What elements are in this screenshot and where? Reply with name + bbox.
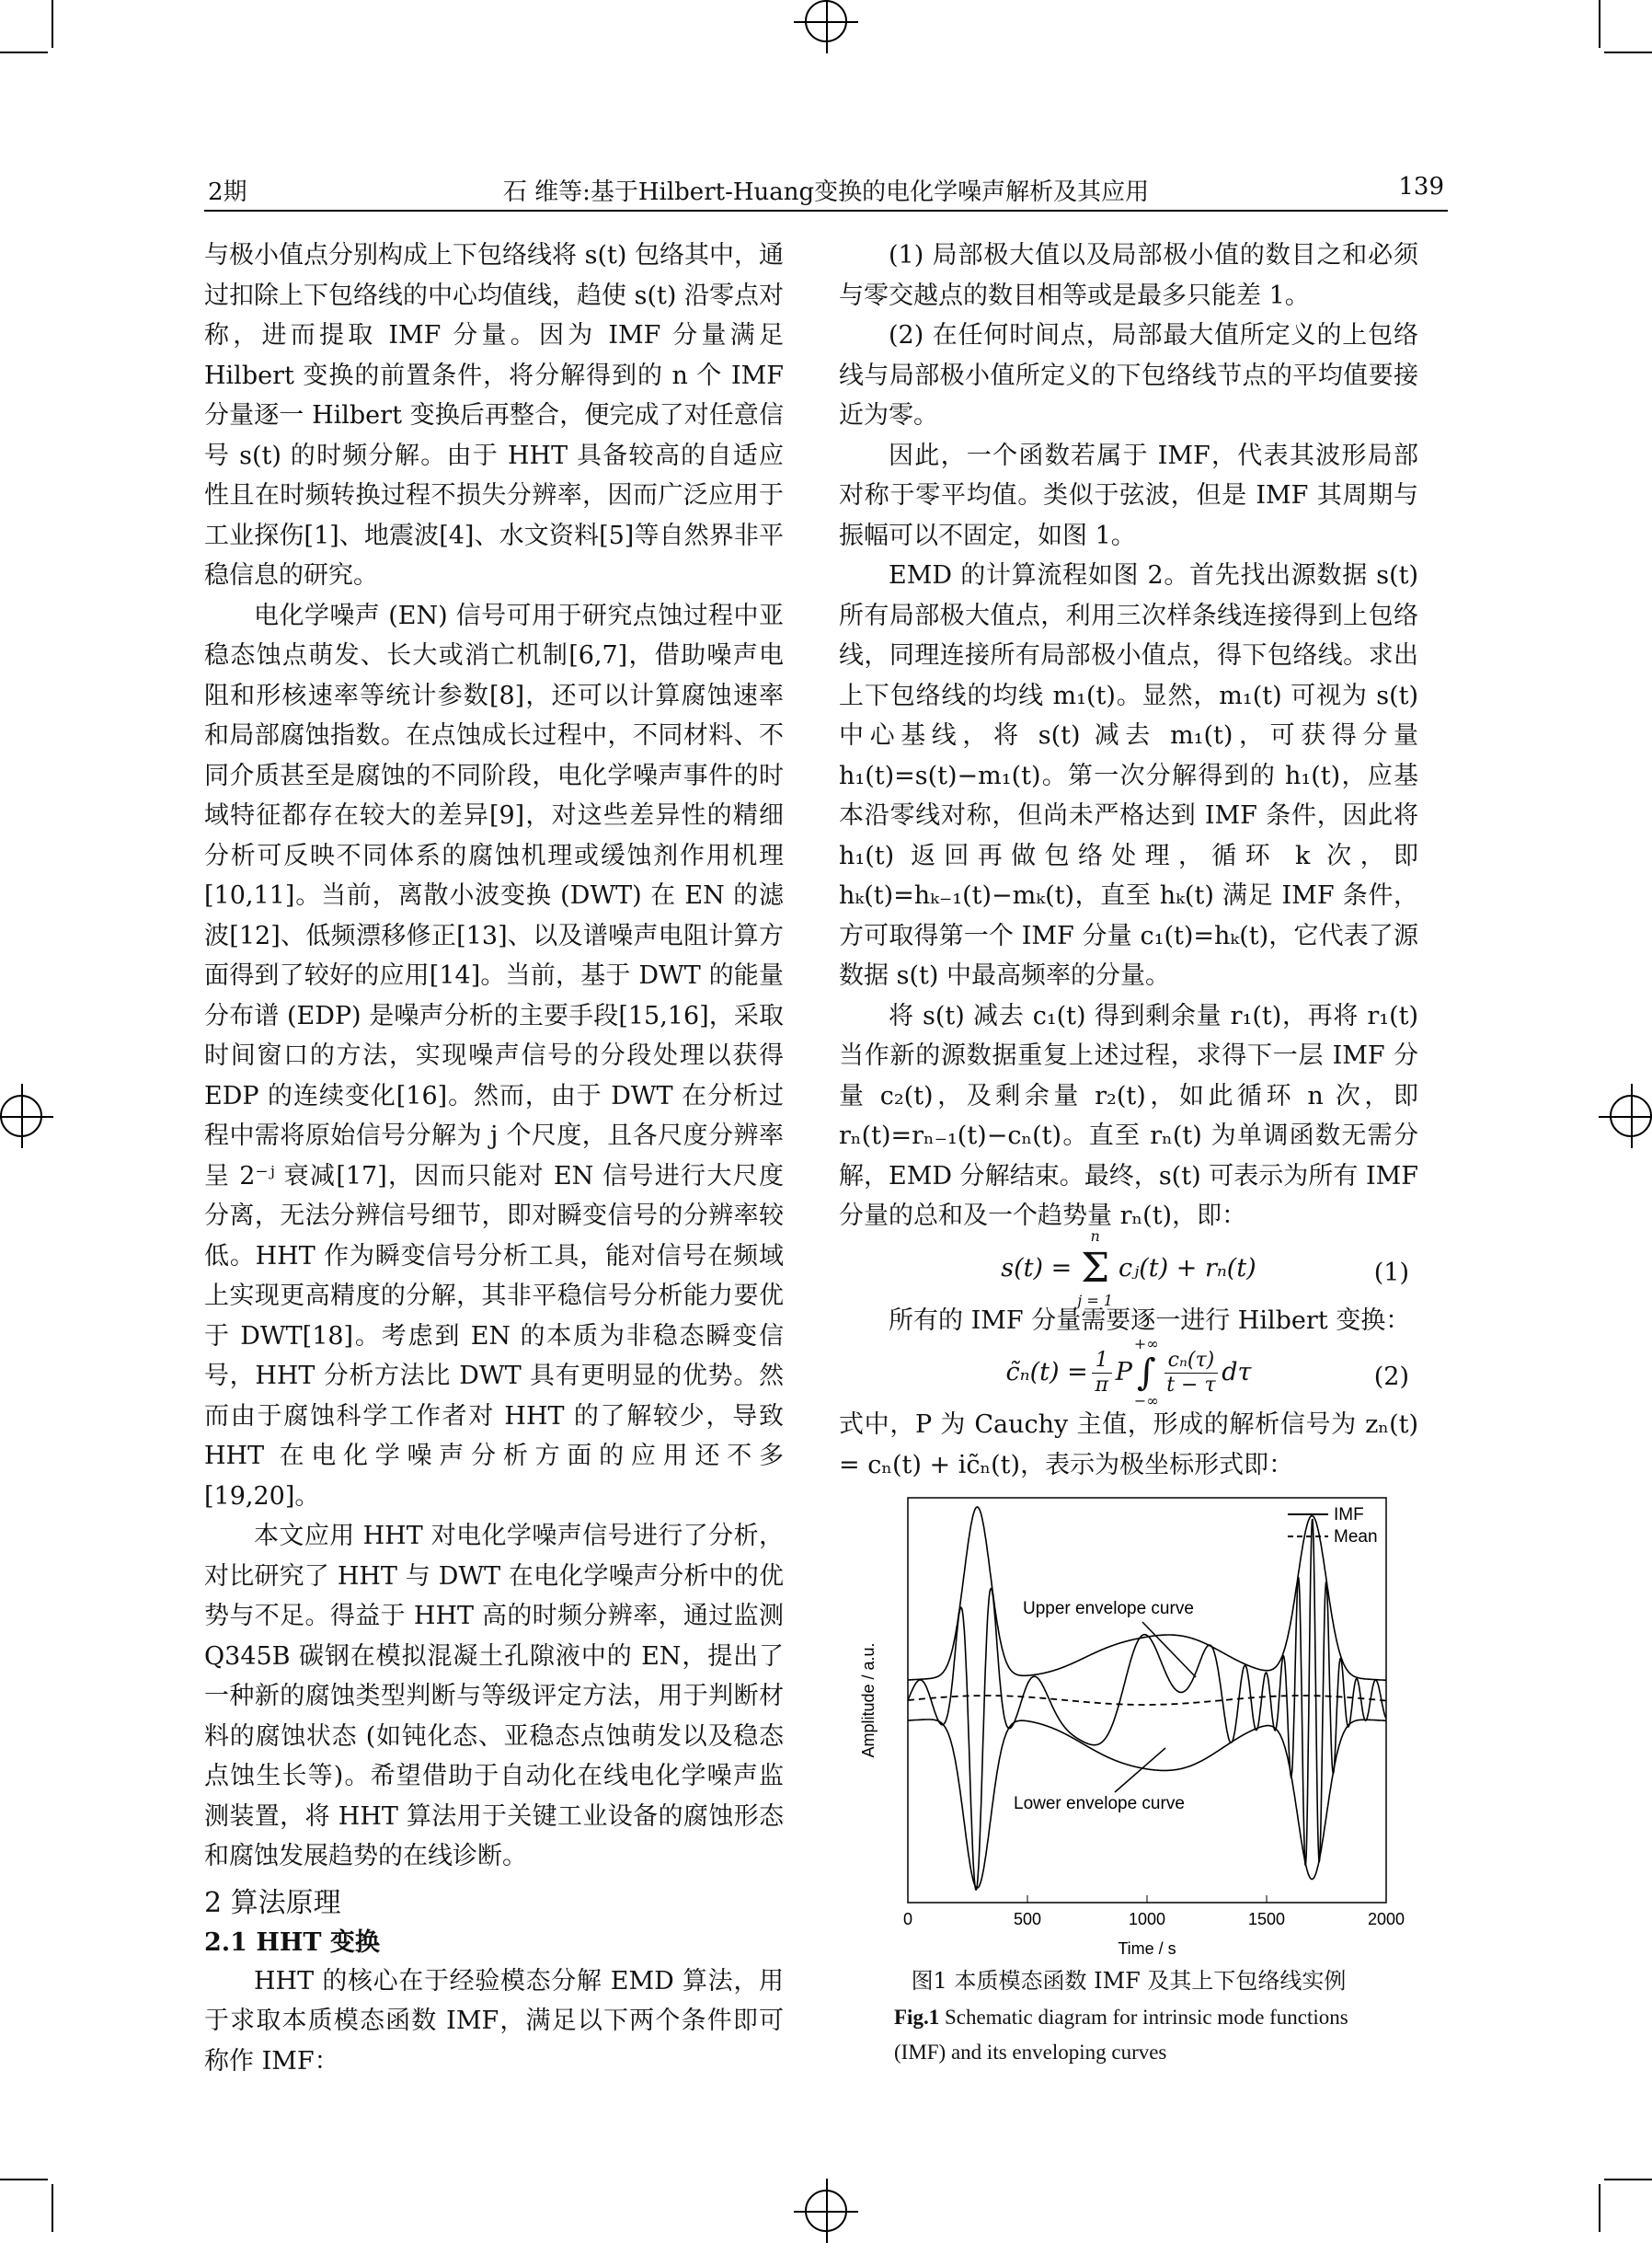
crop-mark-bl-v	[52, 2184, 53, 2232]
equation-1	[839, 1226, 1418, 1309]
x-tick-label: 1000	[1128, 1910, 1166, 1928]
eq2-upper-limit: +∞	[1133, 1335, 1159, 1352]
eq2-denominator: t − τ	[1166, 1373, 1216, 1397]
crop-mark-bl-h	[0, 2179, 48, 2180]
paragraph: 电化学噪声 (EN) 信号可用于研究点蚀过程中亚稳态蚀点萌发、长大或消亡机制[6,7]，借助噪声电阻和形核速率等统计参数[8]，还可以计算腐蚀速率和局部腐蚀指数。在点蚀成长过程中，不同材料、不同介质甚至是腐蚀的不同阶段，电化学噪声事件的时域特征都存在较大的差异[9]，对这些差异性的精细分析可反映不同体系的腐蚀机理或缓蚀剂作用机理[10,11]。当前，离散小波变换 (DWT) 在 EN 的滤波[12]、低频漂移修正[13]、以及谱噪声电阻计算方面得到了较好的应用[14]。当前，基于 DWT 的能量分布谱 (EDP) 是噪声分析的主要手段[15,16]，采取时间窗口的方法，实现噪声信号的分段处理以获得 EDP 的连续变化[16]。然而，由于 DWT 在分析过程中需将原始信号分解为 j 个尺度，且各尺度分辨率呈 2⁻ʲ 衰减[17]，因而只能对 EN 信号进行大尺度分离，无法分辨信号细节，即对瞬变信号的分辨率较低。HHT 作为瞬变信号分析工具，能对信号在频域上实现更高精度的分解，其非平稳信号分析能力要优于 DWT[18]。考虑到 EN 的本质为非稳态瞬变信号，HHT 分析方法比 DWT 具有更明显的优势。然而由于腐蚀科学工作者对 HHT 的了解较少，导致 HHT 在电化学噪声分析方面的应用还不多[19,20]。	[204, 601, 784, 1511]
x-tick-label: 0	[902, 1910, 913, 1928]
right-column	[839, 236, 1418, 1485]
section-heading: 2 算法原理	[204, 1886, 341, 1919]
eq1-lhs: s(t) =	[1001, 1253, 1073, 1283]
figure-1	[839, 1479, 1418, 2068]
paragraph: 因此，一个函数若属于 IMF，代表其波形局部对称于零平均值。类似于弦波，但是 IMF 其周期与振幅可以不固定，如图 1。	[839, 441, 1418, 550]
paragraph: (2) 在任何时间点，局部最大值所定义的上包络线与局部极小值所定义的下包络线节点的平均值要接近为零。	[839, 321, 1418, 430]
annotation-upper-envelope: Upper envelope curve	[1023, 1599, 1194, 1618]
figure-caption-text: Schematic diagram for intrinsic mode functions (IMF) and its enveloping curves	[894, 2006, 1348, 2064]
crop-mark-tr-h	[1604, 52, 1652, 53]
paragraph: 与极小值点分别构成上下包络线将 s(t) 包络其中，通过扣除上下包络线的中心均值线，趋使 s(t) 沿零点对称，进而提取 IMF 分量。因为 IMF 分量满足 Hilbert 变换的前置条件，将分解得到的 n 个 IMF 分量逐一 Hilbert 变换后再整合，便完成了对任意信号 s(t) 的时频分解。由于 HHT 具备较高的自适应性且在时频转换过程不损失分辨率，因而广泛应用于工业探伤[1]、地震波[4]、水文资料[5]等自然界非平稳信息的研究。	[204, 241, 784, 590]
crop-mark-tl-h	[0, 52, 48, 53]
x-tick-label: 1500	[1247, 1910, 1286, 1928]
eq1-upper-limit: n	[1090, 1226, 1100, 1245]
x-tick-label: 500	[1013, 1910, 1042, 1928]
paragraph: 将 s(t) 减去 c₁(t) 得到剩余量 r₁(t)，再将 r₁(t) 当作新的源数据重复上述过程，求得下一层 IMF 分量 c₂(t)，及剩余量 r₂(t)，如此循环 n 次，即 rₙ(t)=rₙ₋₁(t)−cₙ(t)。直至 rₙ(t) 为单调函数无需分解，EMD 分解结束。最终，s(t) 可表示为所有 IMF 分量的总和及一个趋势量 rₙ(t)，即：	[839, 1001, 1418, 1230]
paragraph: (1) 局部极大值以及局部极小值的数目之和必须与零交越点的数目相等或是最多只能差 1。	[839, 241, 1418, 310]
crop-mark-br-h	[1604, 2179, 1652, 2180]
x-tick-label: 2000	[1367, 1910, 1405, 1928]
paragraph: 本文应用 HHT 对电化学噪声信号进行了分析，对比研究了 HHT 与 DWT 在电化学噪声分析中的优势与不足。得益于 HHT 高的时频分辨率，通过监测 Q345B 碳钢在模拟混凝土孔隙液中的 EN，提出了一种新的腐蚀类型判断与等级评定方法，用于判断材料的腐蚀状态 (如钝化态、亚稳态点蚀萌发以及稳态点蚀生长等)。希望借助于自动化在线电化学噪声监测装置，将 HHT 算法用于关键工业设备的腐蚀形态和腐蚀发展趋势的在线诊断。	[204, 1522, 784, 1870]
eq2-one: 1	[1092, 1349, 1112, 1374]
legend-mean-label: Mean	[1334, 1527, 1378, 1547]
equation-number: (1)	[1373, 1258, 1409, 1287]
eq1-rhs: cⱼ(t) + rₙ(t)	[1118, 1253, 1256, 1283]
eq1-lower-limit: j = 1	[1077, 1291, 1113, 1309]
equation-2	[839, 1335, 1418, 1409]
figure-caption-cn: 图1 本质模态函数 IMF 及其上下包络线实例	[911, 1968, 1347, 1994]
eq2-p: P	[1115, 1358, 1132, 1387]
page-number: 139	[1398, 173, 1444, 201]
crop-mark-br-v	[1599, 2184, 1600, 2232]
paragraph: 所有的 IMF 分量需要逐一进行 Hilbert 变换：	[889, 1306, 1411, 1335]
registration-mark-right	[1610, 1095, 1652, 1137]
figure-caption-en	[894, 2000, 1382, 2070]
figure-label: Fig.1	[894, 2006, 940, 2029]
left-column	[204, 236, 784, 2081]
crop-mark-tl-v	[52, 0, 53, 48]
imf-chart	[839, 1479, 1418, 1958]
subsection-heading: 2.1 HHT 变换	[204, 1927, 380, 1957]
legend-imf-label: IMF	[1334, 1505, 1364, 1524]
equation-number: (2)	[1373, 1363, 1409, 1391]
eq2-dtau: dτ	[1222, 1358, 1252, 1387]
mean-series-line	[908, 1696, 1386, 1705]
annotation-lower-envelope: Lower envelope curve	[1014, 1794, 1185, 1813]
header-title: 石 维等:基于Hilbert-Huang变换的电化学噪声解析及其应用	[502, 178, 1150, 206]
registration-mark-left	[0, 1095, 42, 1137]
eq2-pi: π	[1095, 1373, 1108, 1397]
annotation-arrow-upper	[1142, 1622, 1196, 1677]
paragraph: EMD 的计算流程如图 2。首先找出源数据 s(t) 所有局部极大值点，利用三次样条线连接得到上包络线，同理连接所有局部极小值点，得下包络线。求出上下包络线的均线 m₁(t)。显然，m₁(t) 可视为 s(t) 中心基线，将 s(t) 减去 m₁(t)，可获得分量 h₁(t)=s(t)−m₁(t)。第一次分解得到的 h₁(t)，应基本沿零线对称，但尚未严格达到 IMF 条件，因此将 h₁(t) 返回再做包络处理，循环 k 次，即 hₖ(t)=hₖ₋₁(t)−mₖ(t)，直至 hₖ(t) 满足 IMF 条件，方可取得第一个 IMF 分量 c₁(t)=hₖ(t)，它代表了源数据 s(t) 中最高频率的分量。	[839, 561, 1418, 990]
eq2-lhs: c̃ₙ(t) =	[1005, 1358, 1088, 1387]
issue-number: 2期	[208, 178, 247, 206]
registration-mark-bottom	[805, 2190, 847, 2232]
paragraph: 式中，P 为 Cauchy 主值，形成的解析信号为 zₙ(t) = cₙ(t) + ic̃ₙ(t)，表示为极坐标形式即：	[839, 1410, 1418, 1479]
x-axis-label: Time / s	[1118, 1939, 1176, 1958]
sum-symbol: Σ	[1081, 1244, 1110, 1292]
integral-symbol: ∫	[1136, 1352, 1156, 1394]
crop-mark-tr-v	[1599, 0, 1600, 48]
registration-mark-top	[805, 0, 847, 42]
legend	[1288, 1505, 1378, 1547]
y-axis-label: Amplitude / a.u.	[859, 1642, 878, 1758]
eq2-lower-limit: −∞	[1133, 1392, 1159, 1409]
imf-series-line	[908, 1519, 1386, 1890]
eq2-numerator: cₙ(τ)	[1164, 1349, 1219, 1374]
running-header	[204, 167, 1448, 212]
paragraph: HHT 的核心在于经验模态分解 EMD 算法，用于求取本质模态函数 IMF，满足以下两个条件即可称作 IMF：	[204, 1966, 784, 2076]
